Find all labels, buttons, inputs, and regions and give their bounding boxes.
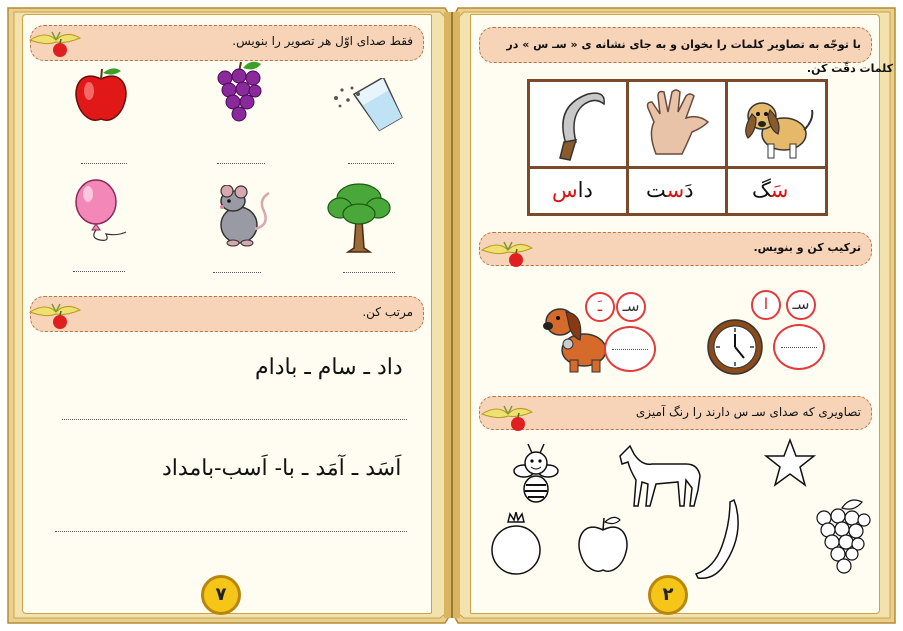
page-number-right: ۲ [648, 575, 688, 615]
instruction-banner-color [479, 396, 872, 430]
pomegranate-icon [488, 512, 544, 578]
instruction-banner-arrange [30, 296, 424, 332]
answer-line[interactable] [55, 531, 407, 532]
ribbon-apple-icon [26, 22, 84, 62]
answer-line[interactable] [343, 272, 395, 273]
instruction-banner-first-sound [30, 25, 424, 61]
instruction-banner-read [479, 27, 872, 63]
picture-word-table [527, 79, 828, 216]
star-icon [764, 438, 816, 488]
answer-line[interactable] [62, 419, 407, 420]
word-dast: دَست [646, 178, 694, 202]
grapes-icon [215, 58, 265, 124]
ribbon-apple-icon [478, 232, 536, 272]
clock-icon [706, 318, 764, 376]
instruction-first-sound: فقط صدای اوّل هر تصویر را بنویس. [232, 34, 413, 48]
hand-icon [642, 88, 714, 162]
grapes-outline-icon [812, 496, 872, 576]
letter-bubble-alef: ا [751, 290, 781, 320]
letter-bubble-sin: سـ [616, 292, 646, 322]
answer-line[interactable] [73, 271, 125, 272]
balloon-icon [70, 178, 132, 248]
answer-line[interactable] [213, 272, 261, 273]
answer-line[interactable] [81, 163, 127, 164]
instruction-combine: ترکیب کن و بنویس. [753, 241, 861, 254]
answer-line[interactable] [217, 163, 265, 164]
scrambled-words-2: اَسَد ـ آمَد ـ با- اَسب-بامداد [162, 456, 402, 481]
instruction-arrange: مرتب کن. [362, 305, 413, 319]
scrambled-words-1: داد ـ سام ـ بادام [255, 355, 403, 380]
letter-bubble-sin: سـ [786, 290, 816, 320]
answer-oval[interactable] [604, 326, 656, 372]
water-glass-icon [328, 78, 410, 133]
instruction-read-line2: کلمات دقّت کن. [806, 62, 893, 75]
banana-icon [690, 498, 746, 582]
answer-line[interactable] [348, 163, 394, 164]
ribbon-apple-icon [478, 396, 536, 436]
dog-icon [738, 86, 820, 164]
sickle-icon [548, 86, 608, 162]
instruction-banner-combine [479, 232, 872, 266]
apple-icon [71, 63, 131, 125]
letter-bubble-vowel: ـَ [585, 292, 615, 322]
word-sag: سَگ [752, 178, 789, 202]
word-das: داس [552, 178, 593, 202]
mouse-icon [209, 185, 275, 249]
answer-oval[interactable] [773, 324, 825, 370]
apple-outline-icon [574, 514, 632, 578]
page-number-left: ۷ [201, 575, 241, 615]
instruction-color: تصاویری که صدای سـ س دارند را رنگ آمیزی [635, 405, 861, 419]
tree-icon [326, 176, 392, 254]
instruction-read-line1: با توجّه به تصاویر کلمات را بخوان و به جای نشانه ی « سـ س » در [506, 38, 861, 51]
bee-icon [504, 441, 566, 505]
ribbon-apple-icon [26, 294, 84, 334]
